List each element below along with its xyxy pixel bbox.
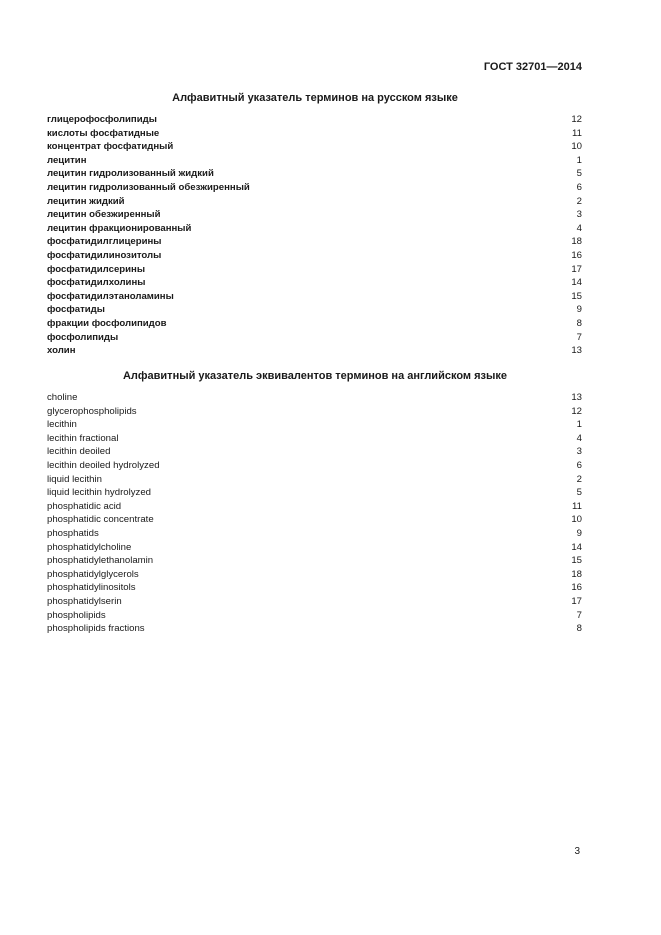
index-entry xyxy=(47,527,583,541)
index-term: phosphatidic concentrate xyxy=(47,514,154,526)
index-term: лецитин гидролизованный обезжиренный xyxy=(47,181,250,193)
index-term-number: 18 xyxy=(571,236,582,248)
index-term: liquid lecithin xyxy=(47,473,102,485)
index-term-number: 2 xyxy=(576,473,582,485)
index-entry xyxy=(47,568,583,582)
index-term-number: 10 xyxy=(571,514,582,526)
index-entry xyxy=(47,303,583,317)
index-term-number: 16 xyxy=(571,249,582,261)
index-term: фосфатидилсерины xyxy=(47,263,146,275)
index-entry xyxy=(47,263,583,277)
index-term: фосфатидилглицерины xyxy=(47,236,162,248)
index-entry xyxy=(47,513,583,527)
index-term: лецитин обезжиренный xyxy=(47,209,161,221)
index-term-number: 11 xyxy=(572,127,582,139)
index-term-number: 9 xyxy=(576,304,582,316)
index-term-number: 18 xyxy=(571,568,582,580)
index-entry xyxy=(47,331,583,345)
index-term-number: 7 xyxy=(576,609,582,621)
index-term: liquid lecithin hydrolyzed xyxy=(47,487,151,499)
index-entry xyxy=(47,595,583,609)
index-term: lecithin xyxy=(47,419,77,431)
index-term: фосфатиды xyxy=(47,304,105,316)
index-entry xyxy=(47,445,583,459)
document-id: ГОСТ 32701—2014 xyxy=(483,61,582,73)
index-term-number: 14 xyxy=(571,541,582,553)
index-entry xyxy=(47,622,583,636)
index-term-number: 15 xyxy=(571,555,582,567)
russian-index-list xyxy=(47,113,583,358)
index-term: фосфолипиды xyxy=(47,331,119,343)
index-entry xyxy=(47,486,583,500)
index-term: фосфатидилэтаноламины xyxy=(47,290,174,302)
index-entry xyxy=(47,418,583,432)
index-term-number: 14 xyxy=(571,277,582,289)
index-term: lecithin deoiled xyxy=(47,446,111,458)
index-term: глицерофосфолипиды xyxy=(47,114,157,125)
index-term-number: 9 xyxy=(576,527,582,539)
index-term-number: 17 xyxy=(571,595,582,607)
index-term-number: 8 xyxy=(576,623,582,635)
english-index-title: Алфавитный указатель эквивалентов терминов на английском языке xyxy=(122,370,507,382)
index-term: phosphatidylcholine xyxy=(47,541,132,553)
index-term-number: 10 xyxy=(571,141,582,153)
index-term-number: 1 xyxy=(576,154,582,166)
index-term-number: 4 xyxy=(576,432,582,444)
index-term: phosphatidylserin xyxy=(47,595,122,607)
index-entry xyxy=(47,249,583,263)
index-term-number: 6 xyxy=(576,459,582,471)
index-term-number: 3 xyxy=(576,446,582,458)
index-term-number: 6 xyxy=(576,181,582,193)
index-term-number: 12 xyxy=(571,405,582,417)
index-term-number: 5 xyxy=(576,487,582,499)
index-term-number: 13 xyxy=(571,392,582,403)
index-term: phosphatidic acid xyxy=(47,500,122,512)
english-index-list xyxy=(47,391,583,636)
index-term: phospholipids xyxy=(47,609,106,621)
index-term: phosphatidylglycerols xyxy=(47,568,139,580)
index-entry xyxy=(47,581,583,595)
index-term-number: 3 xyxy=(576,209,582,221)
index-term-number: 5 xyxy=(576,168,582,180)
index-term: лецитин гидролизованный жидкий xyxy=(47,168,214,180)
index-term-number: 4 xyxy=(576,222,582,234)
index-entry xyxy=(47,167,583,181)
index-entry xyxy=(47,554,583,568)
index-term: phosphatids xyxy=(47,527,99,539)
index-term-number: 2 xyxy=(576,195,582,207)
index-entry xyxy=(47,222,583,236)
index-term: лецитин фракционированный xyxy=(47,222,192,234)
index-entry xyxy=(47,317,583,331)
index-entry xyxy=(47,541,583,555)
index-term-number: 1 xyxy=(576,419,582,431)
index-term: фосфатидилинозитолы xyxy=(47,249,162,261)
index-entry xyxy=(47,235,583,249)
index-term: phospholipids fractions xyxy=(47,623,145,635)
index-entry xyxy=(47,127,583,141)
index-term: choline xyxy=(47,392,78,403)
index-entry xyxy=(47,290,583,304)
index-term: фосфатидилхолины xyxy=(47,277,146,289)
index-entry xyxy=(47,154,583,168)
page-number: 3 xyxy=(574,846,580,857)
index-entry xyxy=(47,181,583,195)
index-term-number: 13 xyxy=(571,345,582,357)
index-term-number: 16 xyxy=(571,582,582,594)
index-entry xyxy=(47,195,583,209)
index-term-number: 7 xyxy=(576,331,582,343)
russian-index-title: Алфавитный указатель терминов на русском языке xyxy=(172,92,458,104)
index-term-number: 8 xyxy=(576,317,582,329)
index-term: лецитин xyxy=(47,154,87,166)
index-entry xyxy=(47,473,583,487)
index-term: кислоты фосфатидные xyxy=(47,127,160,139)
index-term: холин xyxy=(47,345,76,357)
index-term: phosphatidylethanolamin xyxy=(47,555,154,567)
index-term: фракции фосфолипидов xyxy=(47,317,167,329)
index-term: lecithin deoiled hydrolyzed xyxy=(47,459,160,471)
index-entry xyxy=(47,208,583,222)
index-term: glycerophospholipids xyxy=(47,405,137,417)
index-entry xyxy=(47,276,583,290)
index-entry xyxy=(47,432,583,446)
index-entry xyxy=(47,459,583,473)
index-entry xyxy=(47,344,583,358)
index-term: концентрат фосфатидный xyxy=(47,141,174,153)
index-entry xyxy=(47,140,583,154)
index-term-number: 11 xyxy=(572,500,582,512)
index-term-number: 17 xyxy=(571,263,582,275)
index-entry xyxy=(47,113,583,127)
index-entry xyxy=(47,391,583,405)
index-term-number: 12 xyxy=(571,114,582,125)
index-term: phosphatidylinositols xyxy=(47,582,136,594)
index-term: лецитин жидкий xyxy=(47,195,125,207)
index-entry xyxy=(47,405,583,419)
index-term-number: 15 xyxy=(571,290,582,302)
index-entry xyxy=(47,500,583,514)
index-term: lecithin fractional xyxy=(47,432,119,444)
index-entry xyxy=(47,609,583,623)
